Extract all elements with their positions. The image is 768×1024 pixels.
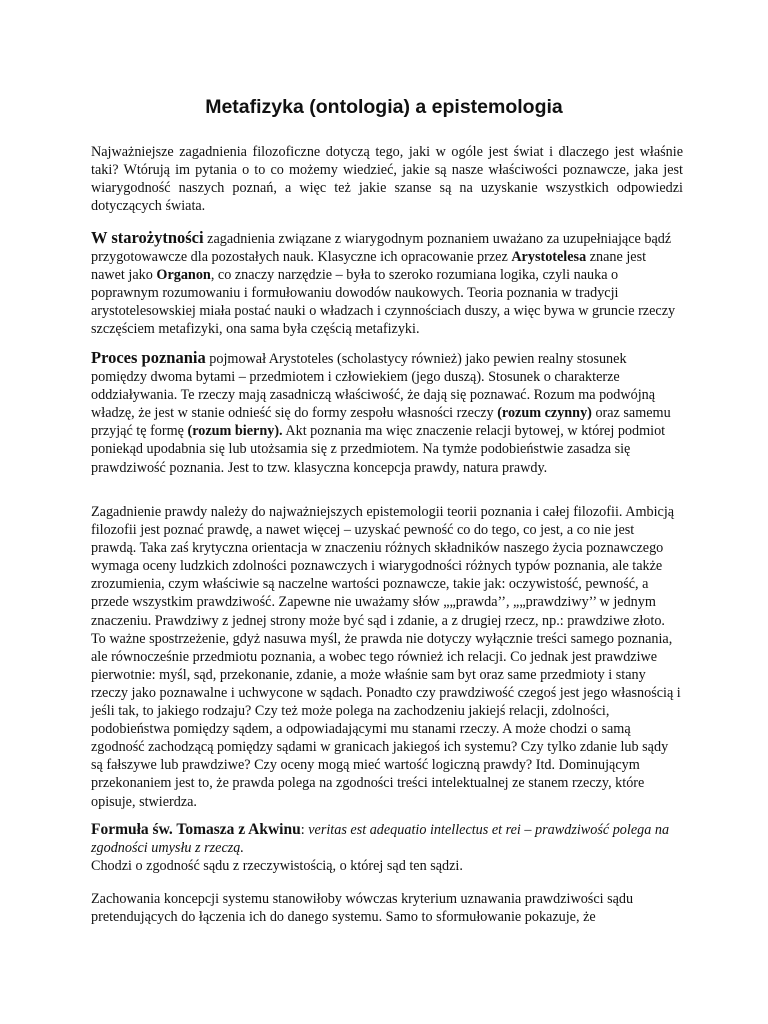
paragraph-antiquity bbox=[91, 229, 683, 339]
paragraph-lead: W starożytności bbox=[91, 228, 204, 247]
paragraph-text: Zagadnienie prawdy należy do najważniejszych epistemologii teorii poznania i całej filozofii. Ambicją filozofii jest poznać prawdę, a nawet więcej – uzyskać pewność co do tego, co jest, a co nie jest prawdą. Taka zaś krytyczna orientacja w znaczeniu różnych składników naszego życia poznawczego wymaga oceny ludzkich zdolności poznawczych i wiarygodności różnych typów poznania, ale także zrozumienia, czym właściwie są naczelne wartości poznawcze, takie jak: oczywistość, pewność, a przede wszystkim prawdziwość. Zapewne nie uważamy słów „„prawda’’, „„prawdziwy’’ w jednym znaczeniu. Prawdziwy z jednej strony może być sąd i zdanie, a z drugiej rzecz, np.: prawdziwe złoto. To ważne spostrzeżenie, gdyż nasuwa myśl, że prawda nie dotyczy wyłącznie treści samego poznania, ale równocześnie przedmiotu poznania, a wobec tego również ich relacji. Co jednak jest prawdziwe pierwotnie: myśl, sąd, przekonanie, zdanie, a może właśnie sam byt oraz same przedmioty i stany rzeczy jako poznawalne i uchwycone w sądach. Ponadto czy prawdziwość czegoś jest jego własnością i jeśli tak, to jakiego rodzaju? Czy też może polega na zachodzeniu jakiejś relacji, zdolności, podobieństwa pomiędzy sądem, a odpowiadającymi mu stanami rzeczy. A może chodzi o samą zgodność zachodzącą pomiędzy sądami w granicach jakiegoś ich systemu? Czy tylko zdanie lub sądy są fałszywe lub prawdziwe? Czy oceny mogą mieć wartość logiczną prawdy? Itd. Dominującym przekonaniem jest to, że prawda polega na zgodności treści intelektualnej ze stanem rzeczy, które opisuje, stwierdza. bbox=[91, 504, 681, 810]
text-run: : bbox=[300, 822, 309, 838]
paragraph-aquinas bbox=[91, 821, 683, 875]
text-run: znane jest nawet jako bbox=[91, 249, 647, 284]
text-run: zagadnienia związane z wiarygodnym poznaniem uważano za uzupełniające bądź przygotowawcze dla pozostałych nauk. Klasyczne ich opracowanie przez bbox=[91, 231, 672, 266]
text-run: Akt poznania ma więc znaczenie relacji bytowej, w której podmiot poniekąd upodabnia się lub utożsamia się z przedmiotem. Na tymże podobieństwie zasadza się prawdziwość poznania. Jest to tzw. klasyczna koncepcja prawdy, natura prawdy. bbox=[91, 423, 666, 476]
paragraph-lead: Proces poznania bbox=[91, 348, 206, 367]
paragraph-truth bbox=[91, 503, 683, 811]
paragraph-text bbox=[91, 229, 683, 339]
bold-term: (rozum bierny). bbox=[187, 423, 283, 440]
bold-term: (rozum czynny) bbox=[497, 405, 592, 422]
paragraph-text bbox=[91, 821, 683, 875]
text-run: Chodzi o zgodność sądu z rzeczywistością, o której sąd ten sądzi. bbox=[91, 858, 463, 875]
text-run: , co znaczy narzędzie – była to szeroko rozumiana logika, czyli nauka o poprawnym rozumowaniu i formułowaniu dowodów naukowych. Teoria poznania w tradycji arystotelesowskiej miała postać nauki o władzach i czynnościach duszy, a więc bywa w gruncie rzeczy szczęściem metafizyki, ona sama była częścią metafizyki. bbox=[91, 267, 676, 338]
latin-quote: veritas est adequatio intellectus et rei – prawdziwość polega na zgodności umysłu z rzeczą. bbox=[91, 822, 670, 857]
bold-term: Arystotelesa bbox=[511, 249, 587, 266]
paragraph-intro bbox=[91, 143, 683, 215]
paragraph-system bbox=[91, 890, 683, 926]
paragraph-lead: Formuła św. Tomasza z Akwinu bbox=[91, 821, 301, 838]
page-title: Metafizyka (ontologia) a epistemologia bbox=[205, 96, 563, 118]
text-run: oraz samemu przyjąć tę formę bbox=[91, 405, 671, 440]
text-run: pojmował Arystoteles (scholastycy również) jako pewien realny stosunek pomiędzy dwoma bytami – przedmiotem i człowiekiem (jego duszą). Stosunek o charakterze oddziaływania. Te rzeczy mają zasadniczą właściwość, że dają się poznawać. Rozum ma podwójną władzę, że jest w stanie odnieść się do formy zespołu własności rzeczy bbox=[91, 351, 656, 422]
paragraph-cognition bbox=[91, 349, 683, 477]
paragraph-text bbox=[91, 349, 683, 477]
paragraph-text: Najważniejsze zagadnienia filozoficzne dotyczą tego, jaki w ogóle jest świat i dlaczego jest właśnie taki? Wtórują im pytania o to co możemy wiedzieć, jakie są nasze właściwości poznawcze, jaka jest wiarygodność naszych poznań, a więc też jakie szanse są na uzyskanie wszystkich odpowiedzi dotyczących świata. bbox=[91, 144, 683, 215]
paragraph-text: Zachowania koncepcji systemu stanowiłoby wówczas kryterium uznawania prawdziwości sądu pretendujących do łączenia ich do danego systemu. Samo to sformułowanie pokazuje, że bbox=[91, 891, 634, 926]
bold-term: Organon bbox=[156, 267, 211, 284]
